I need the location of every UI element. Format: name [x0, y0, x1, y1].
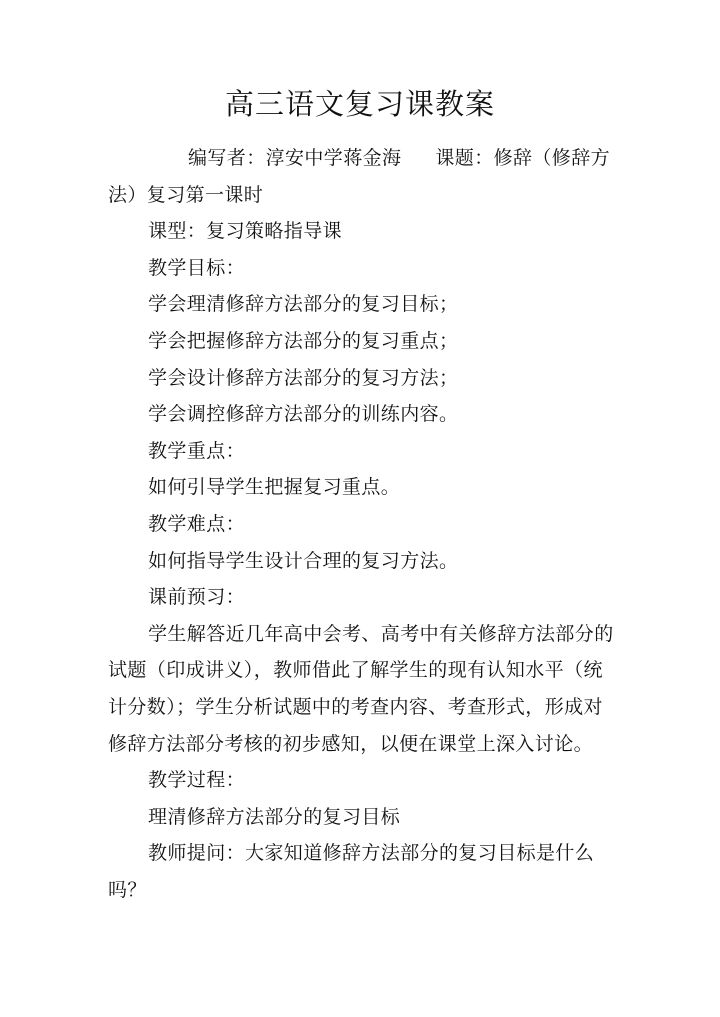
- objective-item: 学会设计修辞方法部分的复习方法；: [148, 366, 459, 389]
- objective-item: 学会调控修辞方法部分的训练内容。: [148, 403, 459, 426]
- objective-item: 学会理清修辞方法部分的复习目标；: [148, 293, 459, 316]
- lesson-type: 课型：复习策略指导课: [148, 220, 343, 243]
- key-points-text: 如何引导学生把握复习重点。: [148, 476, 401, 499]
- process-heading: 教学过程：: [148, 769, 246, 792]
- difficulties-heading: 教学难点：: [148, 512, 246, 535]
- process-step-title: 理清修辞方法部分的复习目标: [148, 805, 401, 828]
- key-points-heading: 教学重点：: [148, 439, 246, 462]
- objectives-heading: 教学目标：: [148, 256, 246, 279]
- topic-text: 课题：修辞（修辞方法）复习第一课时: [108, 147, 611, 206]
- objective-item: 学会把握修辞方法部分的复习重点；: [148, 329, 459, 352]
- document-body: [108, 140, 616, 908]
- preview-heading: 课前预习：: [148, 586, 246, 609]
- difficulties-text: 如何指导学生设计合理的复习方法。: [148, 549, 459, 572]
- author-text: 编写者：淳安中学蒋金海: [188, 147, 402, 169]
- author-line: [108, 140, 616, 213]
- teacher-question: 教师提问：大家知道修辞方法部分的复习目标是什么吗？: [108, 842, 595, 901]
- document-title: 高三语文复习课教案: [224, 87, 495, 121]
- preview-text: 学生解答近几年高中会考、高考中有关修辞方法部分的试题（印成讲义），教师借此了解学生的现有认知水平（统计分数）；学生分析试题中的考查内容、考查形式，形成对修辞方法部分考核的初步感知，以便在课堂上深入讨论。: [108, 622, 614, 755]
